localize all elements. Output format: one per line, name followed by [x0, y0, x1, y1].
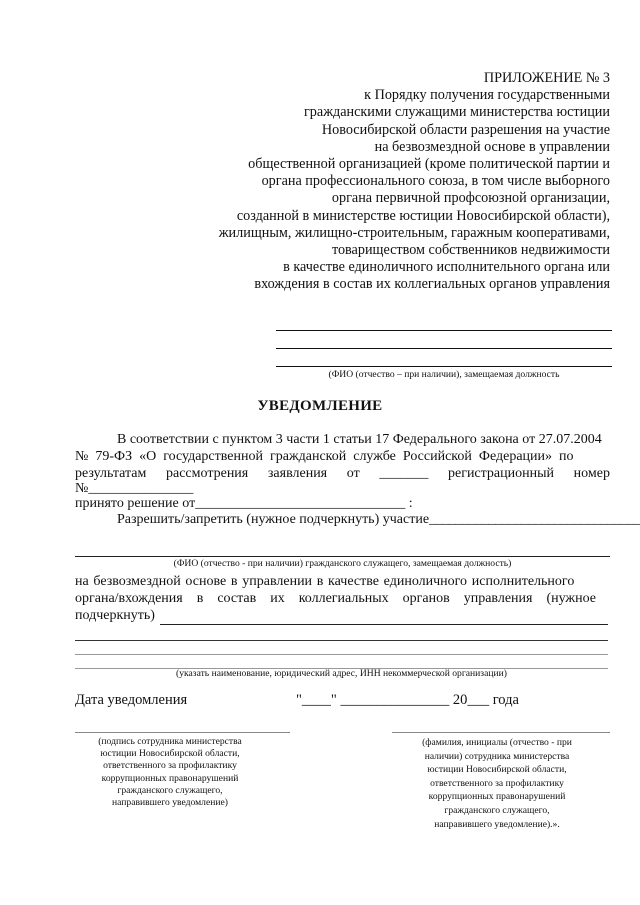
colon: :: [408, 496, 413, 511]
underline-note: подчеркнуть): [75, 608, 155, 623]
appendix-line: к Порядку получения государственными: [364, 87, 610, 104]
body-line-7: [75, 574, 610, 590]
body-line-1: В соответствии с пунктом 3 части 1 статьи 17 Федерального закона от 27.07.2004: [117, 432, 602, 447]
month-blank[interactable]: _______________: [340, 692, 450, 708]
application-date-blank[interactable]: _______: [379, 466, 429, 481]
word: заявления: [267, 466, 328, 481]
quote: ": [330, 692, 337, 708]
appendix-line: Новосибирской области разрешения на участие: [321, 121, 610, 138]
caption-line: коррупционных правонарушений: [101, 772, 239, 784]
caption-line: юстиции Новосибирской области,: [100, 748, 240, 760]
appendix-header: [90, 70, 610, 294]
body-line-8: [75, 591, 610, 607]
decision-line: [75, 496, 413, 512]
caption-line: коррупционных правонарушений: [428, 791, 566, 803]
body-line-7-text: на безвозмездной основе в управлении в качестве единоличного исполнительного: [75, 574, 575, 589]
appendix-line: в качестве единоличного исполнительного органа или: [283, 259, 610, 276]
day-blank[interactable]: ____: [301, 692, 331, 708]
appendix-line: общественной организацией (кроме политической партии и: [248, 156, 610, 173]
signature-caption-right: [372, 736, 622, 831]
organization-line-3[interactable]: [75, 654, 608, 655]
appendix-line: гражданскими служащими министерства юстиции: [303, 104, 610, 121]
quote: ": [296, 692, 302, 708]
appendix-line: созданной в министерстве юстиции Новосибирской области),: [236, 207, 610, 224]
decision-label: принято решение от: [75, 496, 196, 511]
body-line-3: [75, 466, 610, 482]
decision-date-blank[interactable]: ______________________________: [195, 496, 406, 511]
caption-line: гражданского служащего,: [117, 784, 223, 796]
caption-line: (подпись сотрудника министерства: [98, 736, 242, 747]
signature-caption-left: [40, 736, 300, 809]
appendix-line: товариществом собственников недвижимости: [331, 242, 610, 259]
permit-blank[interactable]: ________________________________: [429, 512, 640, 527]
word: рассмотрения: [166, 466, 249, 481]
organization-line-2[interactable]: [75, 640, 608, 641]
addressee-line-1[interactable]: [276, 330, 612, 331]
appendix-line: вхождения в состав их коллегиальных органов управления: [254, 276, 610, 293]
organization-line-1[interactable]: [160, 624, 608, 625]
appendix-line: на безвозмездной основе в управлении: [374, 138, 610, 155]
appendix-title: ПРИЛОЖЕНИЕ № 3: [483, 70, 610, 86]
caption-line: ответственного за профилактику: [103, 760, 237, 772]
addressee-line-3[interactable]: [276, 366, 612, 367]
body-line-2: [75, 449, 610, 465]
word: номер: [573, 466, 610, 481]
appendix-line: жилищным, жилищно-строительным, гаражным кооперативами,: [218, 224, 610, 241]
caption-line: направившего уведомление): [112, 797, 228, 809]
servant-line[interactable]: [75, 556, 610, 557]
appendix-line: органа первичной профсоюзной организации,: [331, 190, 610, 207]
word: результатам: [75, 466, 147, 481]
year-suffix: года: [492, 692, 519, 708]
servant-caption: (ФИО (отчество - при наличии) гражданского служащего, замещаемая должность): [173, 558, 512, 569]
caption-line: (фамилия, инициалы (отчество - при: [422, 737, 572, 748]
appendix-line: органа профессионального союза, в том числе выборного: [261, 173, 610, 190]
addressee-caption: (ФИО (отчество – при наличии), замещаемая должность: [328, 369, 560, 380]
organization-caption: (указать наименование, юридический адрес, ИНН некоммерческой организации): [176, 668, 507, 679]
caption-line: юстиции Новосибирской области,: [427, 764, 567, 776]
caption-line: наличии) сотрудника министерства: [424, 750, 570, 762]
addressee-line-2[interactable]: [276, 348, 612, 349]
word: от: [346, 466, 360, 481]
word: регистрационный: [447, 466, 555, 481]
year-blank[interactable]: ___: [467, 692, 490, 708]
caption-line: гражданского служащего,: [444, 804, 550, 816]
caption-line: направившего уведомление).».: [434, 818, 560, 830]
body-line-9: [75, 608, 155, 624]
caption-line: ответственного за профилактику: [430, 777, 564, 789]
date-fields: [296, 692, 519, 709]
body-line-8-text: органа/вхождения в состав их коллегиальных органов управления (нужное: [75, 591, 596, 606]
year-prefix: 20: [452, 692, 468, 708]
signature-line-left[interactable]: [75, 732, 290, 733]
signature-line-right[interactable]: [392, 732, 610, 733]
document-title: УВЕДОМЛЕНИЕ: [257, 398, 383, 414]
permit-label: Разрешить/запретить (нужное подчеркнуть) участие: [117, 512, 430, 527]
permit-line: [117, 512, 640, 528]
body-line-2-text: № 79-ФЗ «О государственной гражданской службе Российской Федерации» по: [75, 449, 574, 464]
registration-number-blank[interactable]: №_______________: [75, 481, 194, 496]
date-label: Дата уведомления: [75, 692, 188, 708]
